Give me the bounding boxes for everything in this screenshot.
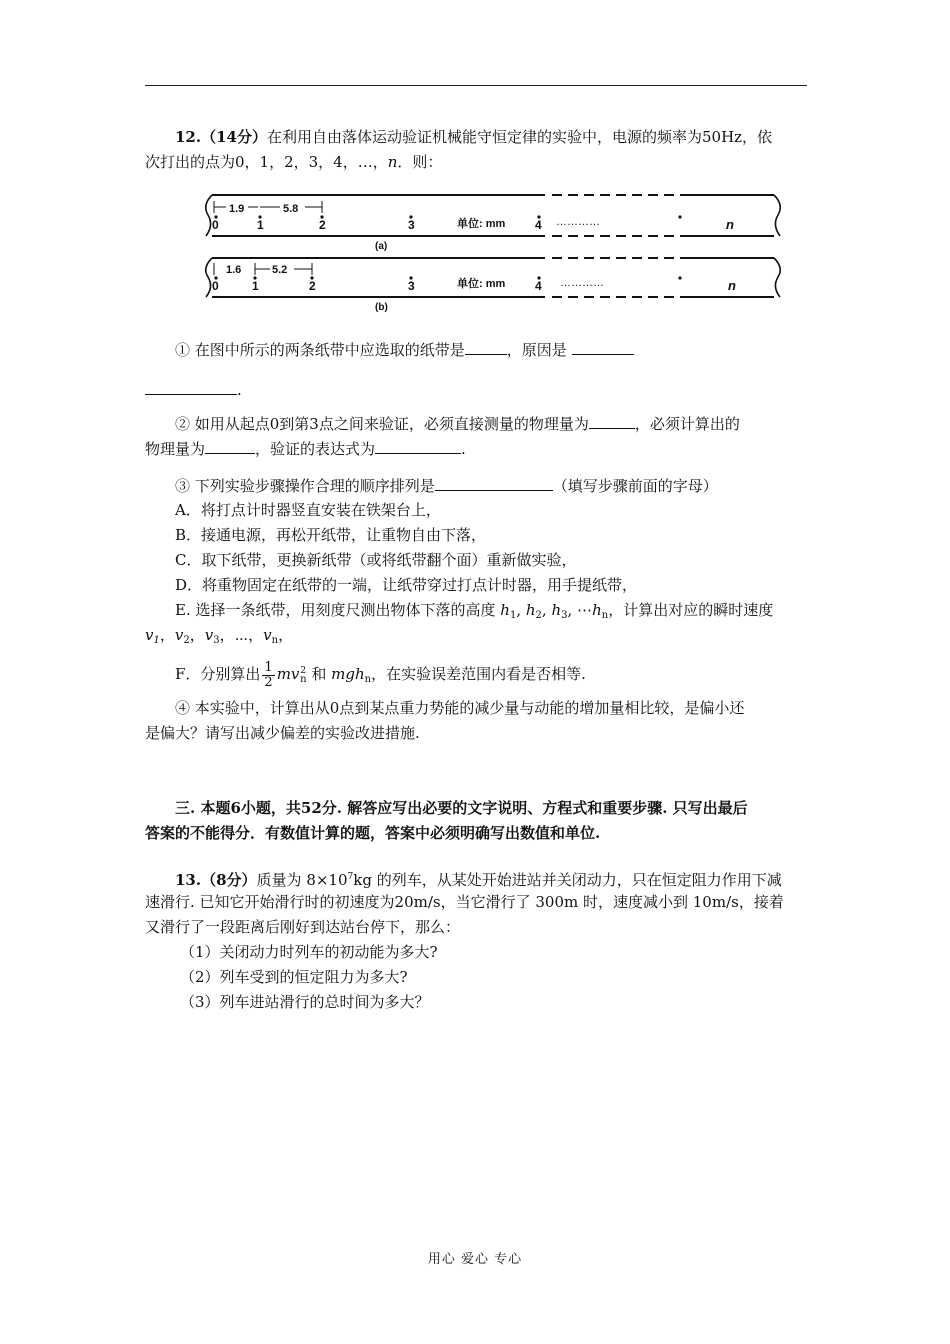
tape-a-unit: 单位: mm: [457, 218, 506, 230]
step-e-text: E. 选择一条纸带，用刻度尺测出物体下落的高度: [175, 601, 496, 619]
q12-item1: [145, 337, 807, 363]
tape-a-label-1: 1: [257, 218, 264, 232]
q13-sub3: （3）列车进站滑行的总时间为多大？: [180, 993, 430, 1011]
q13-stem-line2: 速滑行. 已知它开始滑行时的初速度为20m/s，当它滑行了 300m 时，速度减小到 10m/s，接着: [145, 893, 784, 911]
tape-b-label-0: 0: [212, 279, 219, 293]
item3-text-a: ③ 下列实验步骤操作合理的顺序排列是: [175, 477, 435, 495]
tape-b-unit: 单位: mm: [457, 278, 506, 290]
step-f: F．分别算出 $\frac{1}{2}$ $mv^2_n$ 和 mgh$_n$，在实验误差范围内看是否相等.: [175, 659, 586, 690]
item2-blank-compute[interactable]: [205, 436, 255, 454]
tape-a-dim-1: 1.9: [229, 203, 245, 215]
step-a: A．将打点计时器竖直安装在铁架台上，: [175, 501, 441, 519]
q12-item2-line2: [145, 436, 807, 462]
tape-a-dots: …………: [556, 216, 600, 228]
q12-stem: [145, 125, 807, 150]
q12-item4-line2: 是偏大？请写出减少偏差的实验改进措施.: [145, 724, 420, 742]
item1-text-b: ，原因是: [506, 341, 567, 359]
q12-text-line2: 次打出的点为0，1，2，3，4，…，: [145, 153, 388, 171]
tape-b-label-1: 1: [252, 279, 259, 293]
q13-text-a1: 质量为 8×10: [256, 871, 348, 889]
item2-text-e: .: [461, 440, 466, 458]
item3-blank-order[interactable]: [435, 473, 553, 491]
half-denominator: 2: [264, 674, 273, 690]
q12-item3: [145, 473, 807, 499]
page-footer: 用心 爱心 专心: [427, 1252, 523, 1267]
item2-text-c: 物理量为: [145, 440, 206, 458]
q12-score: （14分）: [201, 128, 267, 146]
tape-b: [206, 258, 781, 313]
step-d: D．将重物固定在纸带的一端，让纸带穿过打点计时器，用手提纸带，: [175, 576, 638, 594]
item2-text-d: ，验证的表达式为: [255, 440, 376, 458]
tape-b-right-tear: [774, 258, 780, 297]
q13-number: 13.: [175, 871, 202, 889]
step-e-text-b: ，计算出对应的瞬时速度: [608, 601, 774, 619]
tape-a-right-tear: [774, 195, 780, 236]
q12-n: n: [387, 153, 398, 171]
tape-a-label-3: 3: [408, 218, 415, 232]
step-e: E. 选择一条纸带，用刻度尺测出物体下落的高度 $h_1$, $h_2$, $h_3$, $\cdots h_n$，计算出对应的瞬时速度: [175, 601, 774, 621]
tape-b-dim-2: 5.2: [272, 264, 288, 276]
tape-a-label-4: 4: [535, 218, 542, 232]
step-f-text-c: ，在实验误差范围内看是否相等.: [371, 665, 586, 683]
step-c: C．取下纸带，更换新纸带（或将纸带翻个面）重新做实验，: [175, 551, 577, 569]
q12-item4-line1: ④ 本实验中，计算出从0点到某点重力势能的减少量与动能的增加量相比较，是偏小还: [175, 699, 745, 717]
item2-blank-expression[interactable]: [375, 436, 461, 454]
tape-a-label-2: 2: [319, 218, 326, 232]
tape-a-caption: (a): [375, 241, 388, 252]
q13-score: （8分）: [201, 871, 257, 889]
tape-a: [206, 195, 781, 252]
paper-tape-figure: [200, 187, 790, 317]
header-rule: [145, 85, 807, 86]
tape-b-dim-1: 1.6: [226, 264, 242, 276]
section3-instructions-line2: 答案的不能得分．有数值计算的题，答案中必须明确写出数值和单位.: [145, 824, 601, 842]
q13-text-a2: kg 的列车，从某处开始进站并关闭动力，只在恒定阻力作用下减: [353, 871, 782, 889]
item3-text-b: （填写步骤前面的字母）: [552, 477, 718, 495]
tape-a-label-0: 0: [212, 218, 219, 232]
item1-blank-reason-cont[interactable]: [145, 377, 237, 395]
q12-text-line1: 在利用自由落体运动验证机械能守恒定律的实验中，电源的频率为50Hz，依: [266, 128, 773, 146]
q13-sub1: （1）关闭动力时列车的初动能为多大?: [180, 943, 438, 961]
q13-stem-line3: 又滑行了一段距离后刚好到达站台停下，那么：: [145, 918, 461, 936]
tape-b-label-4: 4: [535, 279, 542, 293]
step-f-text-b: 和: [311, 665, 327, 683]
step-b: B．接通电源，再松开纸带，让重物自由下落，: [175, 526, 487, 544]
item1-text-a: ① 在图中所示的两条纸带中应选取的纸带是: [175, 341, 465, 359]
tape-a-label-n: n: [726, 217, 734, 232]
half-fraction: [262, 661, 274, 690]
q12-item1-cont: .: [145, 377, 807, 403]
tape-b-dots: …………: [560, 277, 604, 289]
item2-text-b: ，必须计算出的: [634, 415, 740, 433]
half-numerator: 1: [264, 659, 273, 675]
q12-text-end: ．则：: [397, 153, 443, 171]
q13-stem-line1: [145, 865, 807, 893]
tape-b-label-2: 2: [309, 279, 316, 293]
q12-item2: [145, 411, 807, 437]
step-f-text-a: F．分别算出: [175, 665, 261, 683]
tape-b-label-n: n: [728, 278, 736, 293]
q13-sub2: （2）列车受到的恒定阻力为多大?: [180, 968, 408, 986]
tape-b-dot-n: [678, 276, 681, 279]
q13-exponent: 7: [347, 872, 354, 882]
tape-a-dim-2: 5.8: [283, 203, 299, 215]
item1-blank-tape[interactable]: [465, 337, 507, 355]
item2-blank-measure[interactable]: [589, 411, 635, 429]
q12-number: 12.: [175, 128, 202, 146]
tape-b-label-3: 3: [408, 279, 415, 293]
q12-stem-line2: [145, 150, 807, 175]
tape-a-dot-n: [678, 215, 681, 218]
item1-blank-reason[interactable]: [572, 337, 634, 355]
tape-b-caption: (b): [375, 302, 388, 313]
step-e-velocities: $v_1$，$v_2$，$v_3$，⋯，$v_n$，: [145, 626, 294, 646]
section3-instructions-line1: 三. 本题6小题，共52分. 解答应写出必要的文字说明、方程式和重要步骤. 只写出最后: [175, 799, 748, 817]
item2-text-a: ② 如用从起点0到第3点之间来验证，必须直接测量的物理量为: [175, 415, 589, 433]
